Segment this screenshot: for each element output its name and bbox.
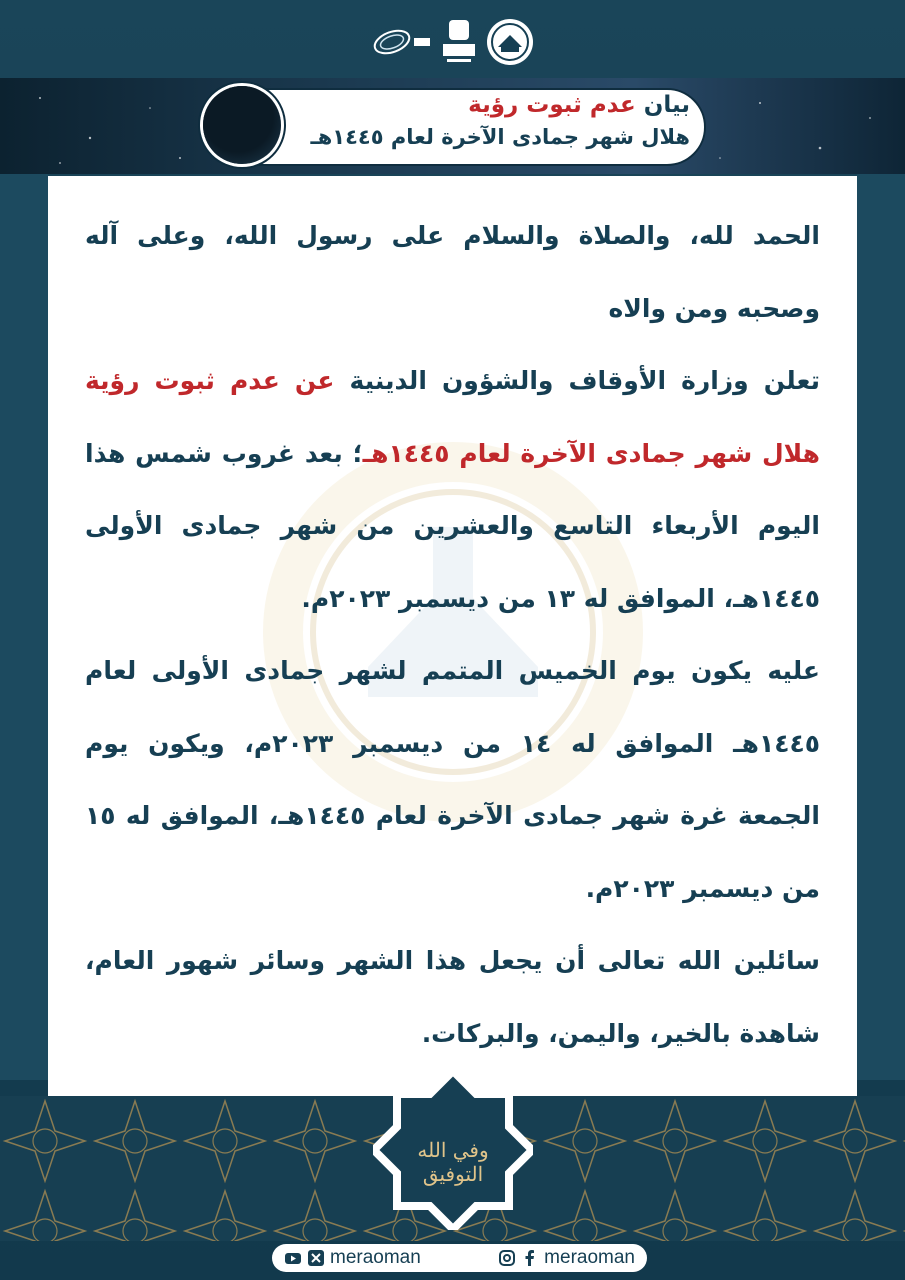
title-prefix: بيان bbox=[643, 92, 690, 118]
moon-icon bbox=[203, 86, 281, 164]
announcement-tail: ؛ بعد غروب شمس هذا اليوم الأربعاء التاسع والعشرين من شهر جمادى الأولى ١٤٤٥هـ، الموافق له ١٣ من ديسمبر ٢٠٢٣م. bbox=[85, 438, 820, 613]
social-group-left bbox=[284, 1247, 421, 1269]
social-group-right bbox=[498, 1247, 635, 1269]
announcement-highlight: عن عدم ثبوت رؤية هلال شهر جمادى الآخرة لعام ١٤٤٥هـ bbox=[85, 366, 821, 468]
social-bar bbox=[272, 1244, 647, 1272]
greeting-paragraph: الحمد لله، والصلاة والسلام على رسول الله، وعلى آله وصحبه ومن والاه bbox=[85, 221, 820, 323]
left-border bbox=[0, 170, 48, 1080]
social-handle-left[interactable]: meraoman bbox=[330, 1247, 421, 1268]
announcement-lead: تعلن وزارة الأوقاف والشؤون الدينية bbox=[349, 366, 820, 395]
statement-body bbox=[85, 200, 820, 1070]
ministry-emblem-icon bbox=[485, 17, 535, 67]
youtube-icon[interactable] bbox=[284, 1249, 302, 1267]
announcement-paragraph bbox=[85, 345, 820, 635]
amerat-logo-icon bbox=[441, 18, 477, 66]
ru-ya-logo-icon bbox=[370, 22, 432, 62]
title-highlight: عدم ثبوت رؤية bbox=[468, 92, 636, 118]
instagram-icon[interactable] bbox=[498, 1249, 516, 1267]
right-border bbox=[857, 170, 905, 1080]
slogan-text: وفي الله التوفيق bbox=[417, 1138, 489, 1186]
page-title bbox=[290, 92, 690, 118]
page-subtitle: هلال شهر جمادى الآخرة لعام ١٤٤٥هـ bbox=[310, 125, 690, 149]
header-logos bbox=[370, 14, 535, 70]
social-handle-right[interactable]: meraoman bbox=[544, 1247, 635, 1268]
x-icon[interactable] bbox=[307, 1249, 325, 1267]
facebook-icon[interactable] bbox=[521, 1249, 539, 1267]
consequence-paragraph: عليه يكون يوم الخميس المتمم لشهر جمادى الأولى لعام ١٤٤٥هـ الموافق له ١٤ من ديسمبر ٢٠٢٣م، ويكون يوم الجمعة غرة شهر جمادى الآخرة لعام ١٤٤٥هـ، الموافق له ١٥ من ديسمبر ٢٠٢٣م. bbox=[85, 656, 821, 903]
prayer-paragraph: سائلين الله تعالى أن يجعل هذا الشهر وسائر شهور العام، شاهدة بالخير، واليمن، والبركات. bbox=[85, 946, 820, 1048]
